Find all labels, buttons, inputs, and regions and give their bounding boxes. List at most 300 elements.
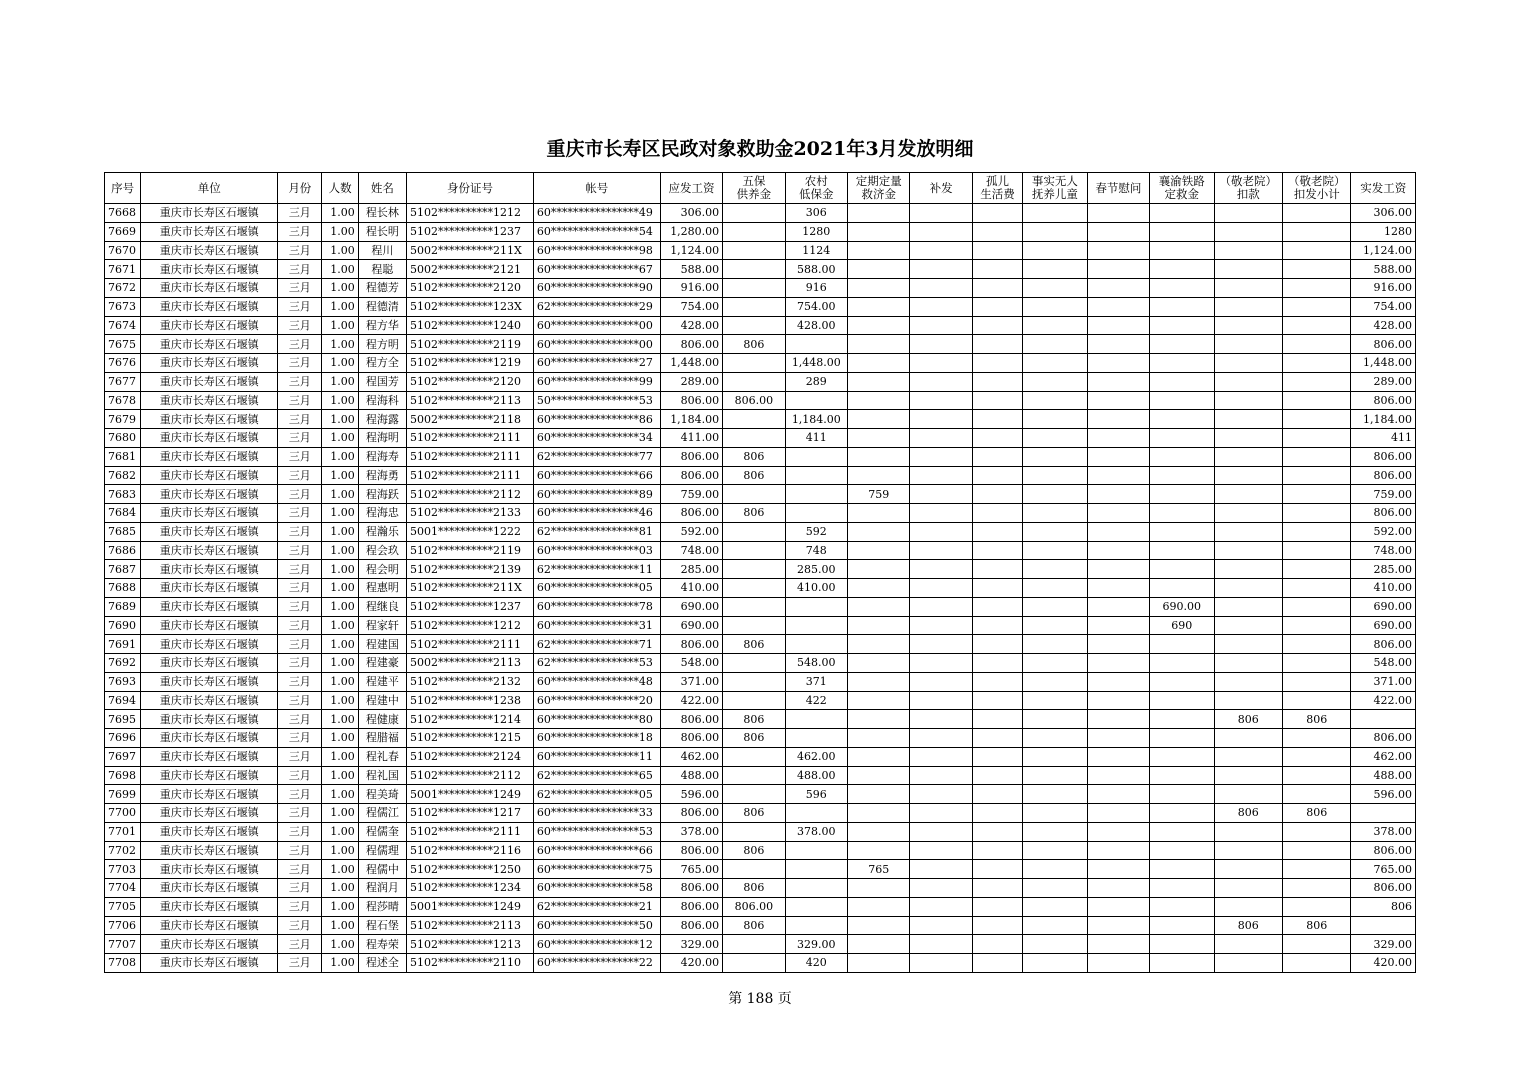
table-cell: 7691 bbox=[105, 635, 141, 654]
table-cell: 1,184.00 bbox=[660, 410, 722, 429]
table-cell: 1.00 bbox=[322, 541, 358, 560]
column-header: 帐号 bbox=[533, 173, 660, 204]
table-cell bbox=[972, 691, 1022, 710]
table-cell: 程长明 bbox=[358, 222, 406, 241]
table-cell: 重庆市长寿区石堰镇 bbox=[141, 447, 278, 466]
table-cell: 1.00 bbox=[322, 935, 358, 954]
table-cell: 7677 bbox=[105, 372, 141, 391]
table-cell bbox=[1282, 410, 1350, 429]
table-cell bbox=[723, 597, 785, 616]
table-cell: 程海勇 bbox=[358, 466, 406, 485]
column-header: 身份证号 bbox=[407, 173, 534, 204]
table-cell bbox=[1282, 466, 1350, 485]
table-cell bbox=[910, 579, 972, 598]
table-cell bbox=[1087, 466, 1149, 485]
table-cell: 60****************75 bbox=[533, 860, 660, 879]
table-cell: 1.00 bbox=[322, 279, 358, 298]
table-cell bbox=[1023, 729, 1087, 748]
table-cell: 806.00 bbox=[1351, 466, 1416, 485]
table-cell bbox=[1214, 241, 1282, 260]
table-cell: 重庆市长寿区石堰镇 bbox=[141, 354, 278, 373]
table-cell: 60****************66 bbox=[533, 841, 660, 860]
table-cell bbox=[1150, 560, 1214, 579]
table-cell bbox=[1087, 447, 1149, 466]
table-cell bbox=[972, 935, 1022, 954]
table-cell: 程会玖 bbox=[358, 541, 406, 560]
table-cell bbox=[972, 654, 1022, 673]
table-cell bbox=[910, 316, 972, 335]
table-cell: 1124 bbox=[785, 241, 847, 260]
table-cell bbox=[723, 522, 785, 541]
table-cell bbox=[910, 879, 972, 898]
table-cell bbox=[1150, 916, 1214, 935]
table-cell: 1.00 bbox=[322, 747, 358, 766]
table-cell bbox=[910, 260, 972, 279]
table-cell bbox=[972, 897, 1022, 916]
table-cell bbox=[1087, 654, 1149, 673]
table-cell bbox=[972, 522, 1022, 541]
table-cell: 1,280.00 bbox=[660, 222, 722, 241]
table-cell: 程寿荣 bbox=[358, 935, 406, 954]
table-cell bbox=[1150, 429, 1214, 448]
table-cell: 1.00 bbox=[322, 879, 358, 898]
table-cell bbox=[723, 410, 785, 429]
table-cell bbox=[848, 879, 910, 898]
table-cell: 806.00 bbox=[1351, 635, 1416, 654]
table-cell: 1.00 bbox=[322, 897, 358, 916]
table-cell: 7701 bbox=[105, 822, 141, 841]
table-cell bbox=[1087, 391, 1149, 410]
table-cell bbox=[1214, 204, 1282, 223]
table-cell: 程海跃 bbox=[358, 485, 406, 504]
table-cell bbox=[848, 935, 910, 954]
table-cell bbox=[1023, 766, 1087, 785]
table-cell: 三月 bbox=[278, 410, 322, 429]
table-row bbox=[105, 616, 1416, 635]
table-cell: 1.00 bbox=[322, 635, 358, 654]
column-header: 农村 低保金 bbox=[785, 173, 847, 204]
table-row bbox=[105, 560, 1416, 579]
table-cell bbox=[1150, 316, 1214, 335]
table-cell: 1,184.00 bbox=[785, 410, 847, 429]
table-cell: 1,448.00 bbox=[785, 354, 847, 373]
table-cell bbox=[1087, 729, 1149, 748]
table-cell bbox=[723, 372, 785, 391]
table-cell bbox=[1150, 691, 1214, 710]
table-cell bbox=[848, 410, 910, 429]
column-header: 序号 bbox=[105, 173, 141, 204]
table-cell bbox=[1214, 447, 1282, 466]
table-cell: 690.00 bbox=[660, 616, 722, 635]
table-cell: 60****************22 bbox=[533, 954, 660, 973]
table-cell: 5102**********2132 bbox=[407, 672, 534, 691]
table-cell bbox=[972, 579, 1022, 598]
table-cell: 1.00 bbox=[322, 372, 358, 391]
table-cell: 三月 bbox=[278, 822, 322, 841]
table-cell: 50****************53 bbox=[533, 391, 660, 410]
table-cell bbox=[723, 954, 785, 973]
table-cell bbox=[1214, 691, 1282, 710]
table-cell: 7675 bbox=[105, 335, 141, 354]
table-cell: 5102**********2133 bbox=[407, 504, 534, 523]
table-cell: 1.00 bbox=[322, 729, 358, 748]
table-cell bbox=[1150, 654, 1214, 673]
table-cell: 60****************49 bbox=[533, 204, 660, 223]
table-cell: 重庆市长寿区石堰镇 bbox=[141, 522, 278, 541]
table-cell: 371 bbox=[785, 672, 847, 691]
table-cell: 60****************34 bbox=[533, 429, 660, 448]
table-cell: 重庆市长寿区石堰镇 bbox=[141, 560, 278, 579]
table-cell: 806.00 bbox=[660, 729, 722, 748]
table-cell: 588.00 bbox=[660, 260, 722, 279]
table-cell bbox=[785, 447, 847, 466]
table-cell bbox=[1087, 541, 1149, 560]
table-cell bbox=[848, 579, 910, 598]
table-cell: 重庆市长寿区石堰镇 bbox=[141, 822, 278, 841]
table-cell: 程海明 bbox=[358, 429, 406, 448]
table-cell bbox=[848, 710, 910, 729]
table-cell: 5102**********1215 bbox=[407, 729, 534, 748]
table-cell: 程健康 bbox=[358, 710, 406, 729]
table-cell bbox=[910, 297, 972, 316]
table-row bbox=[105, 691, 1416, 710]
table-cell bbox=[910, 897, 972, 916]
table-cell: 三月 bbox=[278, 935, 322, 954]
table-cell bbox=[1214, 222, 1282, 241]
table-cell: 5102**********2120 bbox=[407, 372, 534, 391]
table-cell bbox=[972, 466, 1022, 485]
table-cell: 重庆市长寿区石堰镇 bbox=[141, 710, 278, 729]
table-cell bbox=[910, 354, 972, 373]
table-cell bbox=[1150, 222, 1214, 241]
table-row bbox=[105, 354, 1416, 373]
table-cell: 285.00 bbox=[1351, 560, 1416, 579]
table-cell: 410.00 bbox=[660, 579, 722, 598]
table-cell: 806.00 bbox=[660, 879, 722, 898]
table-cell bbox=[1351, 804, 1416, 823]
table-cell: 806 bbox=[723, 804, 785, 823]
table-cell bbox=[972, 916, 1022, 935]
table-cell: 7705 bbox=[105, 897, 141, 916]
table-cell: 62****************53 bbox=[533, 654, 660, 673]
table-cell: 806 bbox=[723, 335, 785, 354]
table-cell: 759.00 bbox=[1351, 485, 1416, 504]
table-cell bbox=[1150, 747, 1214, 766]
table-cell: 5102**********2111 bbox=[407, 447, 534, 466]
table-cell: 重庆市长寿区石堰镇 bbox=[141, 635, 278, 654]
table-cell: 916 bbox=[785, 279, 847, 298]
table-cell: 378.00 bbox=[1351, 822, 1416, 841]
table-cell: 806 bbox=[723, 916, 785, 935]
table-cell bbox=[972, 729, 1022, 748]
table-cell: 1,448.00 bbox=[660, 354, 722, 373]
table-cell: 806.00 bbox=[660, 916, 722, 935]
table-cell: 5102**********2111 bbox=[407, 429, 534, 448]
table-cell: 7674 bbox=[105, 316, 141, 335]
table-cell: 806.00 bbox=[1351, 447, 1416, 466]
table-cell: 三月 bbox=[278, 654, 322, 673]
table-cell bbox=[910, 279, 972, 298]
table-cell: 程方全 bbox=[358, 354, 406, 373]
table-cell bbox=[848, 672, 910, 691]
table-cell: 7692 bbox=[105, 654, 141, 673]
table-cell bbox=[1214, 785, 1282, 804]
table-cell: 7703 bbox=[105, 860, 141, 879]
table-cell bbox=[1023, 747, 1087, 766]
table-cell: 重庆市长寿区石堰镇 bbox=[141, 541, 278, 560]
column-header: （敬老院） 扣发小计 bbox=[1282, 173, 1350, 204]
table-cell: 422.00 bbox=[660, 691, 722, 710]
table-cell: 重庆市长寿区石堰镇 bbox=[141, 804, 278, 823]
table-cell: 488.00 bbox=[785, 766, 847, 785]
table-row bbox=[105, 204, 1416, 223]
table-cell: 7668 bbox=[105, 204, 141, 223]
table-cell bbox=[1150, 635, 1214, 654]
table-cell bbox=[1087, 297, 1149, 316]
table-cell bbox=[723, 822, 785, 841]
table-cell: 5102**********2113 bbox=[407, 391, 534, 410]
table-cell: 5102**********2124 bbox=[407, 747, 534, 766]
table-cell: 5102**********2116 bbox=[407, 841, 534, 860]
table-cell bbox=[972, 785, 1022, 804]
table-cell bbox=[1023, 391, 1087, 410]
table-cell: 1.00 bbox=[322, 410, 358, 429]
table-cell bbox=[1087, 597, 1149, 616]
table-cell: 410.00 bbox=[785, 579, 847, 598]
table-cell: 7698 bbox=[105, 766, 141, 785]
table-cell: 三月 bbox=[278, 766, 322, 785]
table-cell: 5102**********2119 bbox=[407, 335, 534, 354]
table-cell: 三月 bbox=[278, 466, 322, 485]
table-cell: 806 bbox=[723, 466, 785, 485]
table-cell bbox=[723, 279, 785, 298]
table-cell: 三月 bbox=[278, 897, 322, 916]
table-cell bbox=[910, 616, 972, 635]
page-title: 重庆市长寿区民政对象救助金2021年3月发放明细 bbox=[546, 138, 974, 160]
table-cell bbox=[972, 279, 1022, 298]
table-cell bbox=[1282, 654, 1350, 673]
table-cell: 5102**********1237 bbox=[407, 222, 534, 241]
table-cell bbox=[1150, 297, 1214, 316]
table-row bbox=[105, 729, 1416, 748]
table-cell: 60****************78 bbox=[533, 597, 660, 616]
table-cell bbox=[1023, 316, 1087, 335]
table-cell: 5102**********2113 bbox=[407, 916, 534, 935]
table-row bbox=[105, 391, 1416, 410]
table-cell: 1.00 bbox=[322, 297, 358, 316]
table-cell: 重庆市长寿区石堰镇 bbox=[141, 279, 278, 298]
table-cell bbox=[1150, 204, 1214, 223]
table-cell: 806.00 bbox=[660, 447, 722, 466]
table-cell: 806.00 bbox=[1351, 335, 1416, 354]
table-cell bbox=[1023, 297, 1087, 316]
table-row bbox=[105, 841, 1416, 860]
table-cell: 306.00 bbox=[1351, 204, 1416, 223]
table-cell bbox=[848, 654, 910, 673]
table-cell bbox=[1087, 747, 1149, 766]
table-cell: 5102**********1238 bbox=[407, 691, 534, 710]
table-cell: 1.00 bbox=[322, 522, 358, 541]
table-cell bbox=[1087, 860, 1149, 879]
table-cell: 7682 bbox=[105, 466, 141, 485]
table-cell: 三月 bbox=[278, 241, 322, 260]
table-cell bbox=[1087, 485, 1149, 504]
table-cell: 程德清 bbox=[358, 297, 406, 316]
table-cell: 60****************66 bbox=[533, 466, 660, 485]
table-cell: 759.00 bbox=[660, 485, 722, 504]
table-cell: 5102**********2111 bbox=[407, 822, 534, 841]
table-cell: 7708 bbox=[105, 954, 141, 973]
table-cell bbox=[723, 766, 785, 785]
table-cell bbox=[972, 504, 1022, 523]
table-cell bbox=[1282, 860, 1350, 879]
table-cell: 7679 bbox=[105, 410, 141, 429]
table-cell bbox=[910, 204, 972, 223]
table-cell bbox=[1214, 597, 1282, 616]
column-header: 月份 bbox=[278, 173, 322, 204]
table-cell bbox=[1214, 541, 1282, 560]
table-cell: 三月 bbox=[278, 804, 322, 823]
table-cell bbox=[1282, 241, 1350, 260]
table-row bbox=[105, 335, 1416, 354]
table-cell: 60****************00 bbox=[533, 316, 660, 335]
table-cell bbox=[910, 447, 972, 466]
table-cell bbox=[785, 841, 847, 860]
table-cell: 程聪 bbox=[358, 260, 406, 279]
table-cell: 三月 bbox=[278, 579, 322, 598]
table-cell bbox=[848, 841, 910, 860]
table-cell bbox=[723, 579, 785, 598]
table-cell: 程儒理 bbox=[358, 841, 406, 860]
table-cell bbox=[1150, 822, 1214, 841]
table-cell: 5102**********1214 bbox=[407, 710, 534, 729]
table-cell bbox=[848, 504, 910, 523]
table-cell bbox=[1282, 504, 1350, 523]
table-cell: 7671 bbox=[105, 260, 141, 279]
table-cell: 7684 bbox=[105, 504, 141, 523]
column-header: 事实无人 抚养儿童 bbox=[1023, 173, 1087, 204]
table-row bbox=[105, 804, 1416, 823]
table-cell: 806 bbox=[1282, 710, 1350, 729]
table-cell: 592 bbox=[785, 522, 847, 541]
table-cell: 60****************67 bbox=[533, 260, 660, 279]
table-cell: 7699 bbox=[105, 785, 141, 804]
table-cell: 程国芳 bbox=[358, 372, 406, 391]
table-cell bbox=[1214, 860, 1282, 879]
table-cell bbox=[1023, 597, 1087, 616]
table-cell: 548.00 bbox=[785, 654, 847, 673]
table-cell bbox=[1214, 954, 1282, 973]
table-cell bbox=[910, 372, 972, 391]
table-cell bbox=[1282, 372, 1350, 391]
table-cell bbox=[1023, 560, 1087, 579]
table-cell: 三月 bbox=[278, 616, 322, 635]
table-cell: 三月 bbox=[278, 354, 322, 373]
table-cell: 1.00 bbox=[322, 241, 358, 260]
table-cell: 5102**********2112 bbox=[407, 766, 534, 785]
table-cell bbox=[723, 860, 785, 879]
table-cell: 程长林 bbox=[358, 204, 406, 223]
table-cell bbox=[1214, 935, 1282, 954]
table-cell: 重庆市长寿区石堰镇 bbox=[141, 410, 278, 429]
table-cell bbox=[1150, 579, 1214, 598]
table-cell: 690.00 bbox=[1351, 597, 1416, 616]
column-header: 五保 供养金 bbox=[723, 173, 785, 204]
table-cell: 三月 bbox=[278, 335, 322, 354]
table-cell bbox=[910, 541, 972, 560]
table-cell: 重庆市长寿区石堰镇 bbox=[141, 729, 278, 748]
table-cell: 1.00 bbox=[322, 691, 358, 710]
table-cell bbox=[1150, 391, 1214, 410]
table-cell bbox=[1150, 729, 1214, 748]
table-cell bbox=[1087, 916, 1149, 935]
table-cell: 7686 bbox=[105, 541, 141, 560]
table-cell: 1280 bbox=[785, 222, 847, 241]
table-cell bbox=[1214, 335, 1282, 354]
table-cell: 1,184.00 bbox=[1351, 410, 1416, 429]
table-cell bbox=[723, 297, 785, 316]
table-cell: 488.00 bbox=[660, 766, 722, 785]
table-cell: 7694 bbox=[105, 691, 141, 710]
table-cell bbox=[1023, 204, 1087, 223]
table-cell: 488.00 bbox=[1351, 766, 1416, 785]
table-cell: 690 bbox=[1150, 616, 1214, 635]
table-cell bbox=[972, 260, 1022, 279]
table-cell bbox=[1282, 691, 1350, 710]
table-cell: 806 bbox=[1282, 916, 1350, 935]
table-cell bbox=[848, 522, 910, 541]
table-cell bbox=[723, 354, 785, 373]
table-cell bbox=[723, 485, 785, 504]
table-cell bbox=[1150, 541, 1214, 560]
table-cell: 690.00 bbox=[1150, 597, 1214, 616]
table-cell bbox=[1214, 372, 1282, 391]
table-cell bbox=[1150, 710, 1214, 729]
table-cell bbox=[1023, 860, 1087, 879]
table-cell bbox=[910, 785, 972, 804]
table-cell: 程述全 bbox=[358, 954, 406, 973]
table-cell bbox=[1087, 954, 1149, 973]
table-cell bbox=[972, 372, 1022, 391]
table-cell: 5102**********1250 bbox=[407, 860, 534, 879]
table-cell: 60****************53 bbox=[533, 822, 660, 841]
table-row bbox=[105, 485, 1416, 504]
table-cell: 三月 bbox=[278, 222, 322, 241]
table-cell bbox=[1214, 466, 1282, 485]
table-cell: 806 bbox=[1214, 916, 1282, 935]
table-cell bbox=[1282, 522, 1350, 541]
table-cell: 重庆市长寿区石堰镇 bbox=[141, 429, 278, 448]
table-cell bbox=[785, 391, 847, 410]
table-cell: 1.00 bbox=[322, 354, 358, 373]
table-cell: 三月 bbox=[278, 860, 322, 879]
table-cell bbox=[1214, 766, 1282, 785]
table-cell bbox=[723, 260, 785, 279]
table-cell: 重庆市长寿区石堰镇 bbox=[141, 691, 278, 710]
table-cell: 1.00 bbox=[322, 822, 358, 841]
table-cell bbox=[1282, 822, 1350, 841]
table-cell: 806 bbox=[1214, 710, 1282, 729]
table-cell bbox=[1282, 597, 1350, 616]
table-cell: 5102**********211X bbox=[407, 579, 534, 598]
table-cell bbox=[1282, 766, 1350, 785]
table-cell: 程德芳 bbox=[358, 279, 406, 298]
table-cell: 7672 bbox=[105, 279, 141, 298]
table-cell: 三月 bbox=[278, 447, 322, 466]
table-cell bbox=[1214, 616, 1282, 635]
table-cell: 7702 bbox=[105, 841, 141, 860]
table-cell: 程美琦 bbox=[358, 785, 406, 804]
